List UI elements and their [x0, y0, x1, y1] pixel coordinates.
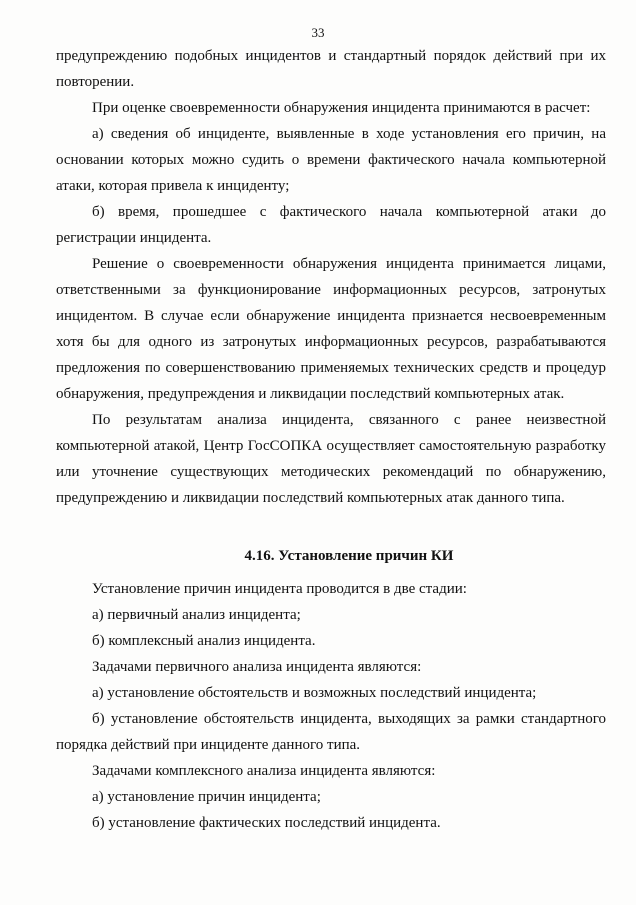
paragraph-timeliness-intro: При оценке своевременности обнаружения инцидента принимаются в расчет: — [92, 100, 591, 116]
paragraph-stages-intro: Установление причин инцидента проводится в две стадии: — [92, 581, 467, 597]
list-item-complex-analysis: б) комплексный анализ инцидента. — [92, 633, 316, 649]
page-body — [56, 43, 606, 836]
list-item-circumstances: а) установление обстоятельств и возможных последствий инцидента; — [92, 685, 537, 701]
paragraph-complex-tasks-intro: Задачами комплексного анализа инцидента являются: — [92, 763, 436, 779]
list-item-nonstandard-circumstances: б) установление обстоятельств инцидента, выходящих за рамки стандартного порядка действий при инциденте данного типа. — [56, 711, 606, 753]
list-item-a-incident-info: а) сведения об инциденте, выявленные в ходе установления его причин, на основании которых можно судить о времени фактического начала компьютерной атаки, которая привела к инциденту; — [56, 126, 606, 194]
list-item-primary-analysis: а) первичный анализ инцидента; — [92, 607, 301, 623]
paragraph-primary-tasks-intro: Задачами первичного анализа инцидента являются: — [92, 659, 422, 675]
page-number: 33 — [311, 25, 325, 40]
paragraph-timeliness-decision: Решение о своевременности обнаружения инцидента принимается лицами, ответственными за функционирование информационных ресурсов, затронутых инцидентом. В случае если обнаружение инцидента признается несвоевременным хотя бы для одного из затронутых информационных ресурсов, разрабатываются предложения по совершенствованию применяемых технических средств и процедур обнаружения, предупреждения и ликвидации последствий компьютерных атак. — [56, 256, 606, 402]
paragraph-continuation: предупреждению подобных инцидентов и стандартный порядок действий при их повторении. — [56, 48, 606, 90]
paragraph-gossopka-analysis: По результатам анализа инцидента, связанного с ранее неизвестной компьютерной атакой, Центр ГосСОПКА осуществляет самостоятельную разработку или уточнение существующих методических рекомендаций по обнаружению, предупреждению и ликвидации последствий компьютерных атак данного типа. — [56, 412, 606, 506]
section-heading: 4.16. Установление причин КИ — [244, 548, 454, 564]
list-item-actual-consequences: б) установление фактических последствий инцидента. — [92, 815, 441, 831]
list-item-b-elapsed-time: б) время, прошедшее с фактического начала компьютерной атаки до регистрации инцидента. — [56, 204, 606, 246]
list-item-causes: а) установление причин инцидента; — [92, 789, 321, 805]
